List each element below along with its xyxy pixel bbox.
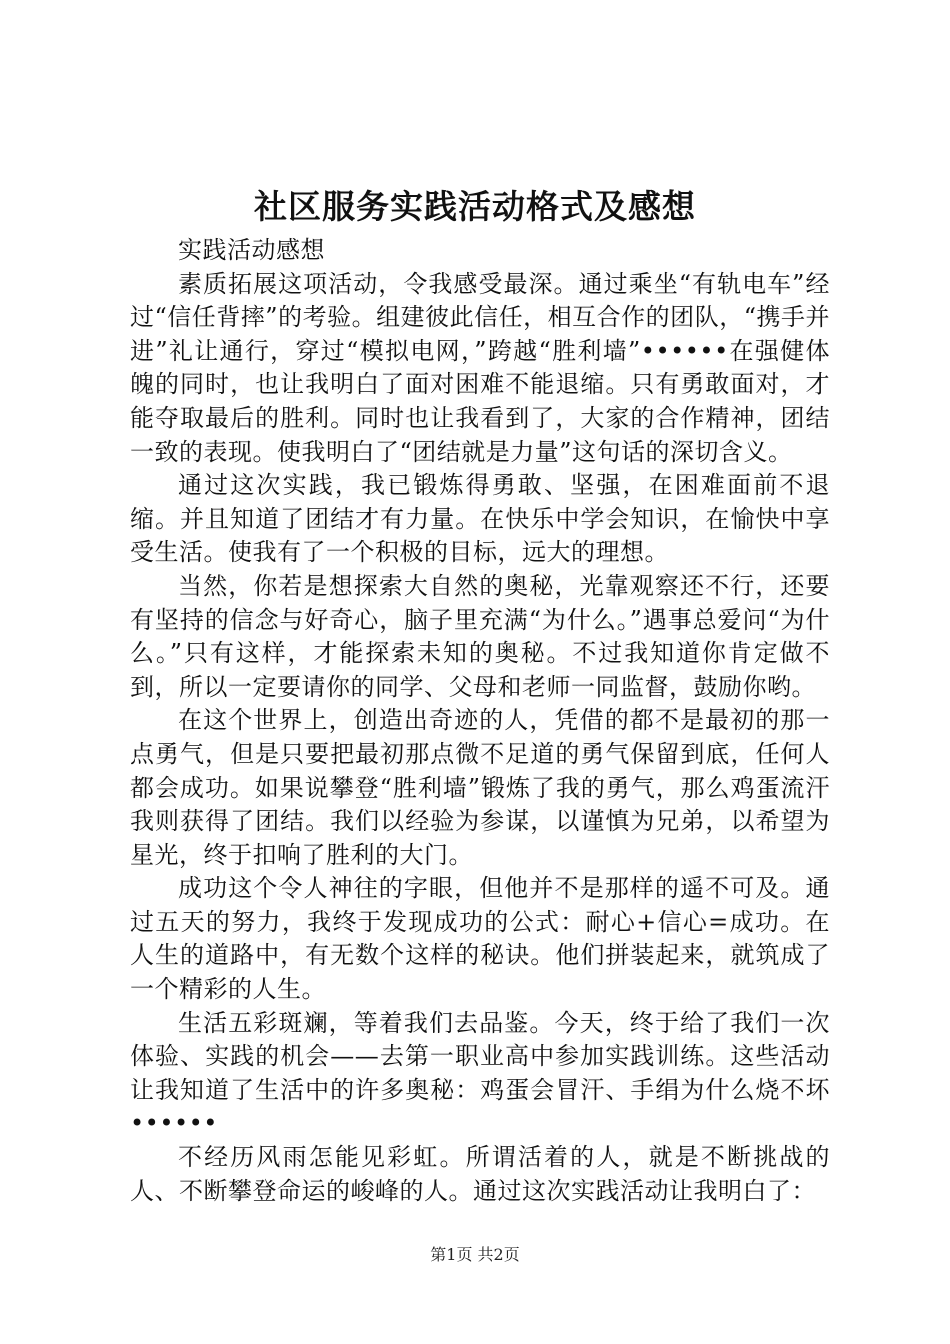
subtitle: 实践活动感想	[178, 236, 325, 264]
document-title: 社区服务实践活动格式及感想	[254, 187, 696, 226]
document-body	[130, 234, 830, 1208]
paragraph-7: 不经历风雨怎能见彩虹。所谓活着的人，就是不断挑战的人、不断攀登命运的峻峰的人。通过这次实践活动让我明白了：	[130, 1143, 830, 1205]
paragraph-5: 成功这个令人神往的字眼，但他并不是那样的遥不可及。通过五天的努力，我终于发现成功的公式：耐心+信心=成功。在人生的道路中，有无数个这样的秘诀。他们拼装起来，就筑成了一个精彩的人生。	[130, 874, 830, 1004]
paragraph-4: 在这个世界上，创造出奇迹的人，凭借的都不是最初的那一点勇气，但是只要把最初那点微不足道的勇气保留到底，任何人都会成功。如果说攀登“胜利墙”锻炼了我的勇气，那么鸡蛋流汗我则获得了团结。我们以经验为参谋，以谨慎为兄弟，以希望为星光，终于扣响了胜利的大门。	[130, 706, 830, 869]
page-number: 第1页 共2页	[430, 1245, 520, 1264]
paragraph-2: 通过这次实践，我已锻炼得勇敢、坚强，在困难面前不退缩。并且知道了团结才有力量。在快乐中学会知识，在愉快中享受生活。使我有了一个积极的目标，远大的理想。	[130, 471, 830, 567]
paragraph-1: 素质拓展这项活动，令我感受最深。通过乘坐“有轨电车”经过“信任背摔”的考验。组建彼此信任，相互合作的团队，“携手并进”礼让通行，穿过“模拟电网，”跨越“胜利墙”••••••在强健体魄的同时，也让我明白了面对困难不能退缩。只有勇敢面对，才能夺取最后的胜利。同时也让我看到了，大家的合作精神，团结一致的表现。使我明白了“团结就是力量”这句话的深切含义。	[130, 269, 830, 466]
paragraph-3: 当然，你若是想探索大自然的奥秘，光靠观察还不行，还要有坚持的信念与好奇心，脑子里充满“为什么。”遇事总爱问“为什么。”只有这样，才能探索未知的奥秘。不过我知道你肯定做不到，所以一定要请你的同学、父母和老师一同监督，鼓励你哟。	[130, 571, 830, 701]
paragraph-6: 生活五彩斑斓，等着我们去品鉴。今天，终于给了我们一次体验、实践的机会——去第一职业高中参加实践训练。这些活动让我知道了生活中的许多奥秘：鸡蛋会冒汗、手绢为什么烧不坏••••••	[130, 1008, 830, 1138]
